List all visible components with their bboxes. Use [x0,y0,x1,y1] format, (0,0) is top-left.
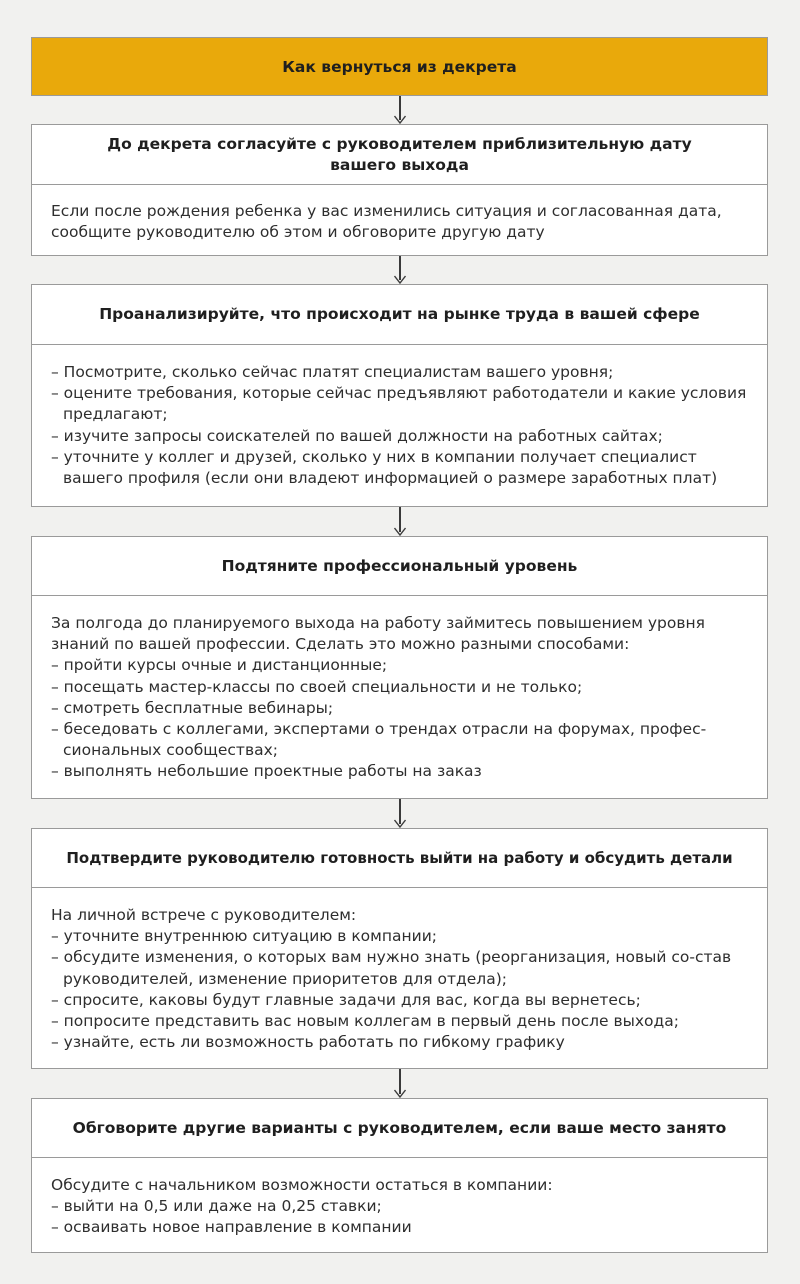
step-2-heading: Проанализируйте, что происходит на рынке труда в вашей сфере [32,285,767,345]
list-item: – оцените требования, которые сейчас предъявляют работодатели и какие условия предлагают; [51,384,747,424]
step-5-heading: Обговорите другие варианты с руководителем, если ваше место занято [32,1099,767,1158]
list-item: – обсудите изменения, о которых вам нужно знать (реорганизация, новый со-став руководителей, изменение приоритетов для отдела); [51,948,732,988]
arrow-down-icon [394,1069,406,1098]
list-item: – посещать мастер-классы по своей специальности и не только; [51,677,583,696]
list-item: – попросите представить вас новым коллегам в первый день после выхода; [51,1012,679,1031]
step-1-box [31,124,768,256]
list-item: – Посмотрите, сколько сейчас платят специалистам вашего уровня; [51,363,614,381]
step-4-box [31,828,768,1069]
list-item: – изучите запросы соискателей по вашей должности на работных сайтах; [51,426,663,445]
list-item: – пройти курсы очные и дистанционные; [51,656,388,675]
step-4-body [51,905,755,1053]
list-item: – узнайте, есть ли возможность работать по гибкому графику [51,1033,565,1052]
step-2-body [51,362,755,489]
flow-title [31,37,768,96]
list-item: – беседовать с коллегами, экспертами о трендах отрасли на форумах, профес-сиональных сообществах; [51,720,707,760]
step-3-box [31,536,768,799]
step-5-text: Обсудите с начальником возможности остаться в компании: [51,1176,553,1194]
step-3-heading: Подтяните профессиональный уровень [32,537,767,596]
list-item: – выполнять небольшие проектные работы на заказ [51,762,482,781]
list-item: – уточните у коллег и друзей, сколько у них в компании получает специалист вашего профиля (если они владеют информацией о размере заработных плат) [51,447,718,488]
list-item: – смотреть бесплатные вебинары; [51,698,334,717]
step-4-heading: Подтвердите руководителю готовность выйти на работу и обсудить детали [32,829,767,888]
step-5-box [31,1098,768,1253]
step-1-text: Если после рождения ребенка у вас изменились ситуация и согласованная дата, сообщите руководителю об этом и обговорите другую дату [51,202,722,242]
step-1-heading: До декрета согласуйте с руководителем приблизительную дату вашего выхода [32,125,767,185]
list-item: – спросите, каковы будут главные задачи для вас, когда вы вернетесь; [51,990,641,1009]
step-3-body [51,613,755,783]
list-item: – выйти на 0,5 или даже на 0,25 ставки; [51,1197,382,1216]
step-1-body [51,201,755,243]
step-3-text: За полгода до планируемого выхода на работу займитесь повышением уровня знаний по вашей профессии. Сделать это можно разными способами: [51,614,705,654]
flow-title-text: Как вернуться из декрета [282,57,517,76]
arrow-down-icon [394,96,406,124]
step-5-body [51,1175,755,1239]
arrow-down-icon [394,507,406,536]
arrow-down-icon [394,256,406,284]
step-2-box [31,284,768,507]
list-item: – осваивать новое направление в компании [51,1218,412,1237]
step-4-text: На личной встрече с руководителем: [51,906,357,924]
arrow-down-icon [394,799,406,828]
list-item: – уточните внутреннюю ситуацию в компании; [51,927,437,946]
